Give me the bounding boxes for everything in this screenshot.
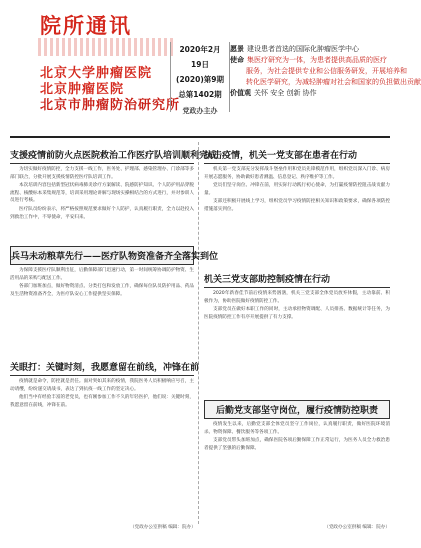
footer-credit-right: （党政办公室供稿 编辑：院办） [324, 525, 390, 530]
values-line [230, 88, 390, 99]
article-title: 抗击疫情，机关一党支部在患者在行动 [204, 146, 390, 164]
hospital-name-3: 北京市肿瘤防治研究所 [40, 98, 181, 113]
issue-date-day: 19日 [191, 60, 209, 69]
mission-statement-box [230, 44, 421, 136]
article-body [204, 166, 390, 214]
article-body [10, 267, 194, 298]
article-party-branch-3 [204, 270, 390, 394]
article-logistics-branch [204, 400, 390, 522]
masthead-divider [10, 136, 390, 138]
hospital-name-2: 北京肿瘤医院 [40, 82, 125, 97]
article-body [204, 421, 390, 452]
paragraph: 支部党员带头加班加点，确保医院各项后勤保障工作正常运行，为医务人员全力救治患者提供了坚强的后勤保障。 [204, 438, 390, 451]
article-title: 兵马未动粮草先行——医疗队物资准备齐全落实到位 [10, 246, 194, 265]
paragraph: 疫情就是命令，防控就是责任。面对突如其来的疫情，我院医务人员积极响应号召，主动请缨，纷纷递交请战书，表达了到抗疫一线工作的坚定决心。 [10, 379, 194, 392]
paragraph: 2020年新春佳节前后疫情来势汹汹，机关三党支部全体党员放弃休假，主动靠前、积极作为，协助医院做好疫情防控工作。 [204, 291, 390, 304]
issue-date-month: 2020年2月 [179, 45, 221, 54]
vision-text: 建设患者首选的国际化肿瘤医学中心 [247, 45, 359, 53]
article-title: 机关三党支部助控制疫情在行动 [204, 270, 390, 288]
issue-number: (2020)第9期 [176, 75, 224, 84]
page-footer [10, 524, 390, 532]
article-body [10, 166, 194, 221]
paragraph: 疫情发生以来，后勤党支部全体党员坚守工作岗位，认真履行职责，做好医院环境消杀、物资保障、餐饮服务等各项工作。 [204, 422, 390, 435]
mission-text-cont-1: 服务，为社会提供专业和公信服务研发，开展培养和 [246, 67, 407, 75]
footer-credit-left: （党政办公室供稿 编辑：院办） [130, 525, 196, 530]
issue-info-box [170, 42, 230, 115]
paragraph: 他们当中有经验丰富的老党员，也有刚参加工作不久的年轻医护，他们说：关键时刻，我愿意留在前线，冲锋在前。 [10, 395, 194, 408]
mission-text-cont-2: 转化医学研究，为减轻肿瘤对社会和国家的负担做出贡献 [246, 78, 421, 86]
article-title: 后勤党支部坚守岗位，履行疫情防控职责 [204, 400, 390, 419]
paragraph: 支部还积极开展线上学习，组织党员学习疫情防控相关知识和政策要求，确保各项防控措施落实到位。 [204, 199, 390, 212]
mission-text: 集医疗研究为一体，为患者提供高品质的医疗 [247, 56, 387, 64]
article-frontline-volunteer [10, 358, 200, 522]
vision-tag: 愿景 [230, 45, 244, 53]
article-body [204, 290, 390, 321]
newsletter-page [10, 8, 421, 532]
mission-tag: 使命 [230, 56, 244, 64]
issue-publisher: 党政办主办 [182, 107, 218, 115]
article-supplies-ready [10, 246, 219, 354]
article-title: 关眼打：关键时刻，我愿意留在前线，冲锋在前 [10, 358, 194, 376]
paragraph: 各部门加班加点，做好物资清点、分类打包和发放工作，确保每位队员防护用品、药品及生活物资准备齐全，为医疗队安心工作提供坚实保障。 [10, 284, 194, 297]
paragraph: 为保障支援医疗队顺利出征，后勤保障部门迅速行动，第一时间统筹协调防护物资、生活用品的采购与配送工作。 [10, 268, 194, 281]
issue-total-number: 总第1402期 [178, 90, 222, 99]
paragraph: 为切实做好疫情防控，全力支援一线工作，医务处、护理部、感染管理办、门诊部等多部门联合，分批开展支援疫情防控医疗队培训工作。 [10, 167, 194, 180]
paragraph: 党员们坚守岗位、冲锋在前，用实际行动践行初心使命，为打赢疫情防控阻击战贡献力量。 [204, 183, 390, 196]
values-text: 关怀 安全 创新 协作 [254, 89, 317, 97]
masthead-decoration [38, 38, 174, 56]
masthead [10, 8, 421, 140]
paragraph: 本次培训内容包括新型冠状病毒肺炎诊疗方案解读、院感防护知识、个人防护用品穿脱流程、核酸标本采集规范等，培训采用理论讲解与现场实操相结合的方式进行，并对参训人员进行考核。 [10, 183, 194, 204]
article-medical-team-training [10, 146, 218, 242]
values-tag: 价值观 [230, 89, 251, 97]
paragraph: 医疗队员纷纷表示，将严格按照规范要求做好个人防护，认真履行职责，全力以赴投入到救治工作中，不辱使命，平安归来。 [10, 206, 194, 220]
article-body [10, 378, 194, 409]
column-separator [198, 142, 199, 524]
mission-line [230, 55, 390, 66]
newsletter-title: 院所通讯 [40, 13, 132, 38]
paragraph: 机关第一党支部充分发挥战斗堡垒作用和党员先锋模范作用，组织党员深入门诊、病房开展志愿服务，协助做好患者测温、信息登记、秩序维护等工作。 [204, 167, 390, 180]
article-title: 支援疫情前防火点医院救治工作医疗队培训顺利完成 [10, 146, 194, 164]
vision-line [230, 44, 390, 55]
paragraph: 支部党员在做好本职工作的同时，主动承担物资调配、人员排查、数据统计等任务，为医院疫情防控工作有序开展提供了有力支撑。 [204, 307, 390, 320]
article-party-branch-1 [204, 146, 390, 264]
hospital-name-1: 北京大学肿瘤医院 [40, 66, 153, 81]
